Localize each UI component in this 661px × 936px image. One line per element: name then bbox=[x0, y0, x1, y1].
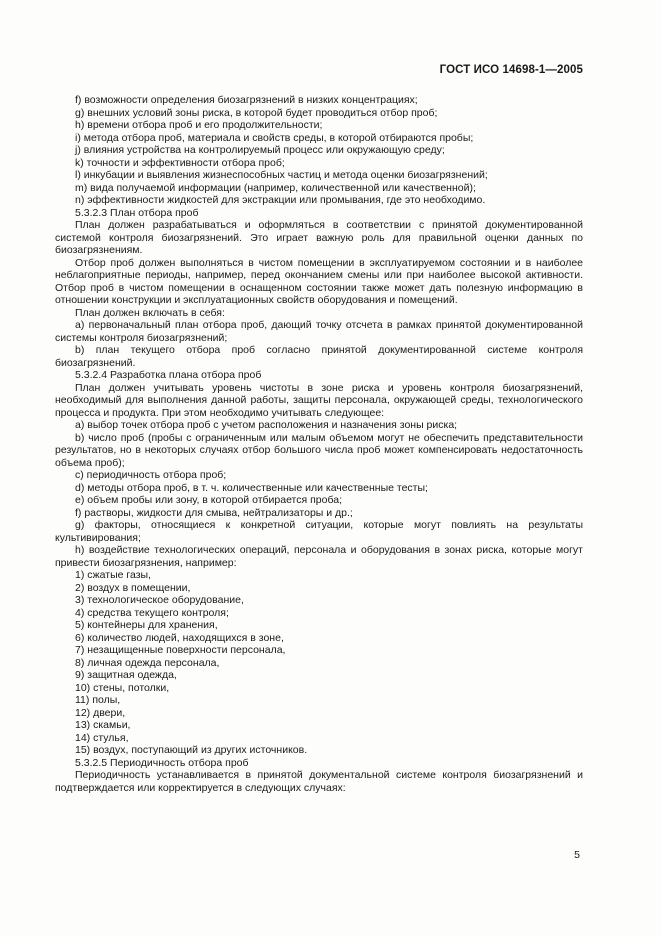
paragraph: План должен учитывать уровень чистоты в зоне риска и уровень контроля биозагрязнений, необходимый для выполнения данной работы, защиты персонала, окружающей среды, технологического процесса и продукта. При этом необходимо учитывать следующее: bbox=[55, 381, 583, 419]
list-subitem: 14) стулья, bbox=[75, 731, 129, 744]
paragraph: c) периодичность отбора проб; bbox=[75, 469, 227, 481]
paragraph: b) число проб (пробы с ограниченным или малым объемом могут не обеспечить представительности результатов, но в некоторых случаях отбор большого числа проб может компенсировать недостаточность объема проб); bbox=[55, 431, 583, 469]
paragraph: f) возможности определения биозагрязнений в низких концентрациях; bbox=[75, 94, 418, 106]
paragraph: e) объем пробы или зону, в которой отбирается проба; bbox=[75, 494, 342, 506]
document-body bbox=[55, 94, 583, 794]
paragraph: h) воздействие технологических операций, персонала и оборудования в зонах риска, которые могут привести биозагрязнения, например: bbox=[55, 544, 583, 569]
list-subitem: 2) воздух в помещении, bbox=[75, 581, 191, 594]
paragraph: d) методы отбора проб, в т. ч. количественные или качественные тесты; bbox=[75, 481, 428, 494]
paragraph: l) инкубации и выявления жизнеспособных частиц и метода оценки биозагрязнений; bbox=[75, 169, 488, 181]
paragraph: a) первоначальный план отбора проб, дающий точку отсчета в рамках принятой документированной системы контроля биозагрязнений; bbox=[55, 319, 583, 344]
paragraph: Отбор проб должен выполняться в чистом помещении в эксплуатируемом состоянии и в наиболее неблагоприятные периоды, например, перед окончанием смены или при наиболее высокой активности. Отбор проб в чистом помещении в оснащенном состоянии также может дать полезную информацию в отношении конструкции и эксплуатационных свойств оборудования и помещений. bbox=[55, 256, 583, 306]
paragraph: m) вида получаемой информации (например, количественной или качественной); bbox=[75, 181, 476, 194]
list-subitem: 13) скамьи, bbox=[75, 719, 131, 731]
list-subitem: 3) технологическое оборудование, bbox=[75, 594, 244, 606]
list-subitem: 8) личная одежда персонала, bbox=[75, 656, 220, 669]
paragraph: 5.3.2.3 План отбора проб bbox=[75, 206, 199, 219]
paragraph: План должен включать в себя: bbox=[75, 306, 225, 319]
paragraph: j) влияния устройства на контролируемый процесс или окружающую среду; bbox=[75, 144, 445, 156]
paragraph: i) метода отбора проб, материала и свойств среды, в которой отбираются пробы; bbox=[75, 131, 474, 144]
paragraph: n) эффективности жидкостей для экстракции или промывания, где это необходимо. bbox=[75, 194, 486, 206]
list-subitem: 12) двери, bbox=[75, 706, 126, 719]
list-subitem: 10) стены, потолки, bbox=[75, 681, 170, 694]
paragraph: План должен разрабатываться и оформляться в соответствии с принятой документированной системой контроля биозагрязнений. Это играет важную роль для правильной оценки данных по биозагрязнениям. bbox=[55, 219, 583, 256]
standard-header: ГОСТ ИСО 14698-1—2005 bbox=[439, 64, 583, 76]
paragraph: b) план текущего отбора проб согласно принятой документированной системе контроля биозагрязнений. bbox=[55, 344, 583, 369]
list-subitem: 9) защитная одежда, bbox=[75, 669, 177, 681]
list-subitem: 6) количество людей, находящихся в зоне, bbox=[75, 631, 284, 644]
list-subitem: 5) контейнеры для хранения, bbox=[75, 619, 218, 631]
list-subitem: 15) воздух, поступающий из других источников. bbox=[75, 744, 308, 756]
list-subitem: 1) сжатые газы, bbox=[75, 569, 151, 581]
paragraph: 5.3.2.5 Периодичность отбора проб bbox=[75, 756, 249, 769]
paragraph: g) внешних условий зоны риска, в которой будет проводиться отбор проб; bbox=[75, 106, 438, 119]
paragraph: f) растворы, жидкости для смыва, нейтрализаторы и др.; bbox=[75, 506, 353, 519]
paragraph: h) времени отбора проб и его продолжительности; bbox=[75, 119, 323, 131]
paragraph: 5.3.2.4 Разработка плана отбора проб bbox=[75, 369, 262, 381]
page-number: 5 bbox=[574, 849, 580, 861]
paragraph: a) выбор точек отбора проб с учетом расположения и назначения зоны риска; bbox=[75, 419, 458, 431]
list-subitem: 7) незащищенные поверхности персонала, bbox=[75, 644, 286, 656]
list-subitem: 4) средства текущего контроля; bbox=[75, 606, 229, 619]
list-subitem: 11) полы, bbox=[75, 694, 121, 706]
paragraph: g) факторы, относящиеся к конкретной ситуации, которые могут повлиять на результаты культивирования; bbox=[55, 519, 583, 544]
paragraph: k) точности и эффективности отбора проб; bbox=[75, 156, 285, 169]
paragraph: Периодичность устанавливается в принятой документальной системе контроля биозагрязнений и подтверждается или корректируется в следующих случаях: bbox=[55, 769, 583, 794]
